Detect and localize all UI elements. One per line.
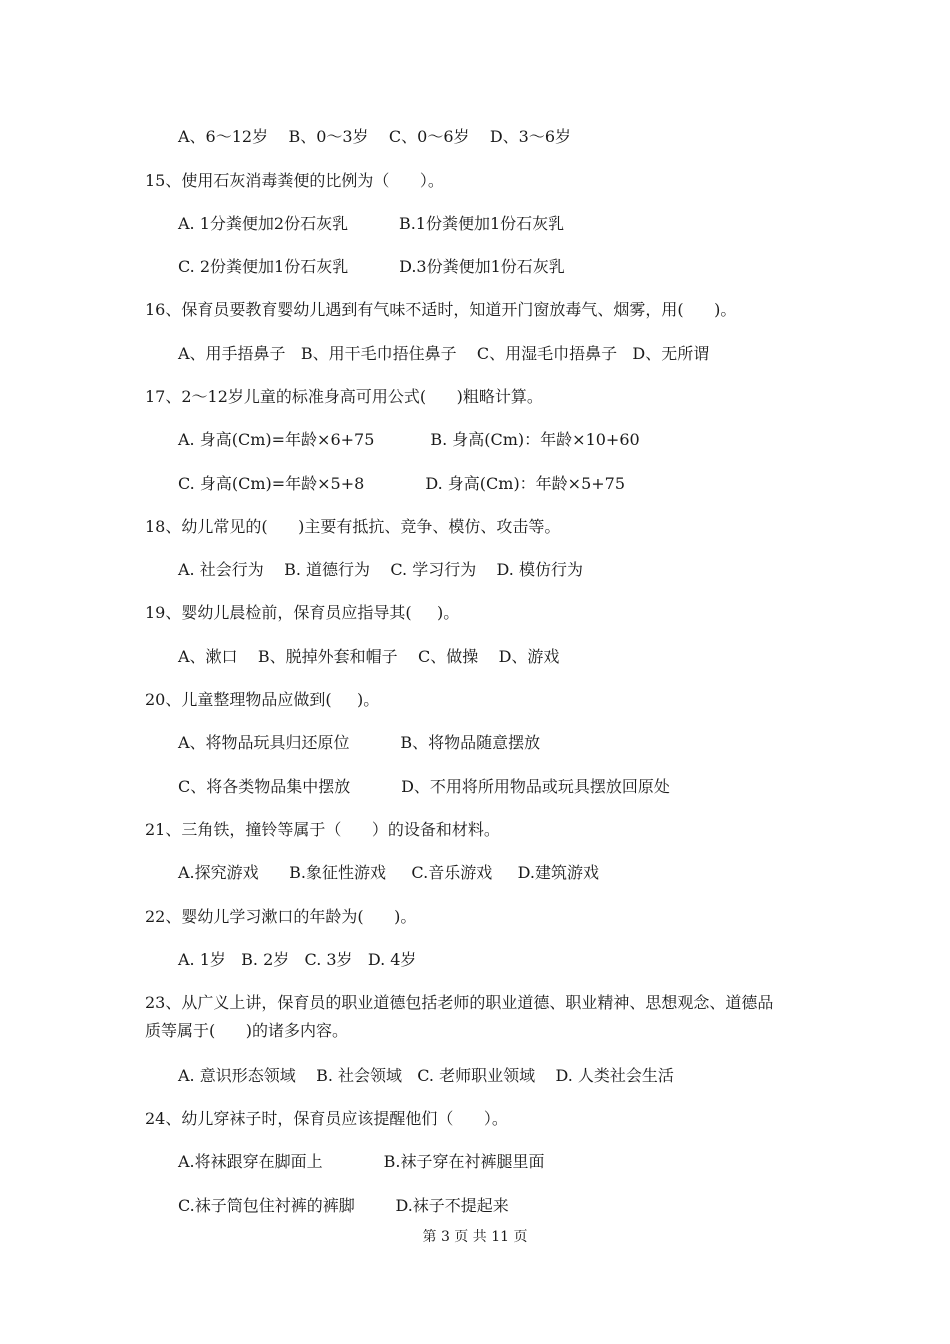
q18-options-row1: A. 社会行为 B. 道德行为 C. 学习行为 D. 模仿行为	[178, 560, 583, 579]
q16-stem: 16、保育员要教育婴幼儿遇到有气味不适时，知道开门窗放毒气、烟雾，用( )。	[145, 300, 737, 319]
q15-stem: 15、使用石灰消毒粪便的比例为（ ）。	[145, 171, 444, 190]
q23-stem-continued: 质等属于( )的诸多内容。	[145, 1021, 349, 1040]
q17-options-row2: C. 身高(Cm)=年龄×5+8 D. 身高(Cm)：年龄×5+75	[178, 474, 626, 493]
q22-options-row1: A. 1岁 B. 2岁 C. 3岁 D. 4岁	[178, 950, 417, 969]
page-footer: 第 3 页 共 11 页	[422, 1229, 528, 1245]
q19-stem: 19、婴幼儿晨检前，保育员应指导其( )。	[145, 603, 460, 622]
q23-stem: 23、从广义上讲，保育员的职业道德包括老师的职业道德、职业精神、思想观念、道德品	[145, 993, 774, 1012]
q21-options-row1: A.探究游戏 B.象征性游戏 C.音乐游戏 D.建筑游戏	[178, 863, 599, 882]
q17-stem: 17、2～12岁儿童的标准身高可用公式( )粗略计算。	[145, 387, 543, 406]
q24-options-row2: C.袜子筒包住衬裤的裤脚 D.袜子不提起来	[178, 1196, 509, 1215]
q24-options-row1: A.将袜跟穿在脚面上 B.袜子穿在衬裤腿里面	[178, 1152, 545, 1171]
q17-options-row1: A. 身高(Cm)=年龄×6+75 B. 身高(Cm)：年龄×10+60	[178, 430, 640, 449]
q15-options-row1: A. 1分粪便加2份石灰乳 B.1份粪便加1份石灰乳	[178, 214, 565, 233]
q20-options-row2: C、将各类物品集中摆放 D、不用将所用物品或玩具摆放回原处	[178, 777, 670, 796]
q22-stem: 22、婴幼儿学习漱口的年龄为( )。	[145, 907, 417, 926]
q20-options-row1: A、将物品玩具归还原位 B、将物品随意摆放	[178, 733, 541, 752]
q15-options-row2: C. 2份粪便加1份石灰乳 D.3份粪便加1份石灰乳	[178, 257, 565, 276]
q21-stem: 21、三角铁，撞铃等属于（ ）的设备和材料。	[145, 820, 500, 839]
q23-options-row1: A. 意识形态领域 B. 社会领域 C. 老师职业领域 D. 人类社会生活	[178, 1066, 674, 1085]
q24-stem: 24、幼儿穿袜子时，保育员应该提醒他们（ ）。	[145, 1109, 508, 1128]
q18-stem: 18、幼儿常见的( )主要有抵抗、竞争、模仿、攻击等。	[145, 517, 561, 536]
q19-options-row1: A、漱口 B、脱掉外套和帽子 C、做操 D、游戏	[178, 647, 560, 666]
q16-options-row1: A、用手捂鼻子 B、用干毛巾捂住鼻子 C、用湿毛巾捂鼻子 D、无所谓	[178, 344, 710, 363]
q14-options: A、6～12岁 B、0～3岁 C、0～6岁 D、3～6岁	[178, 127, 572, 146]
q20-stem: 20、儿童整理物品应做到( )。	[145, 690, 380, 709]
